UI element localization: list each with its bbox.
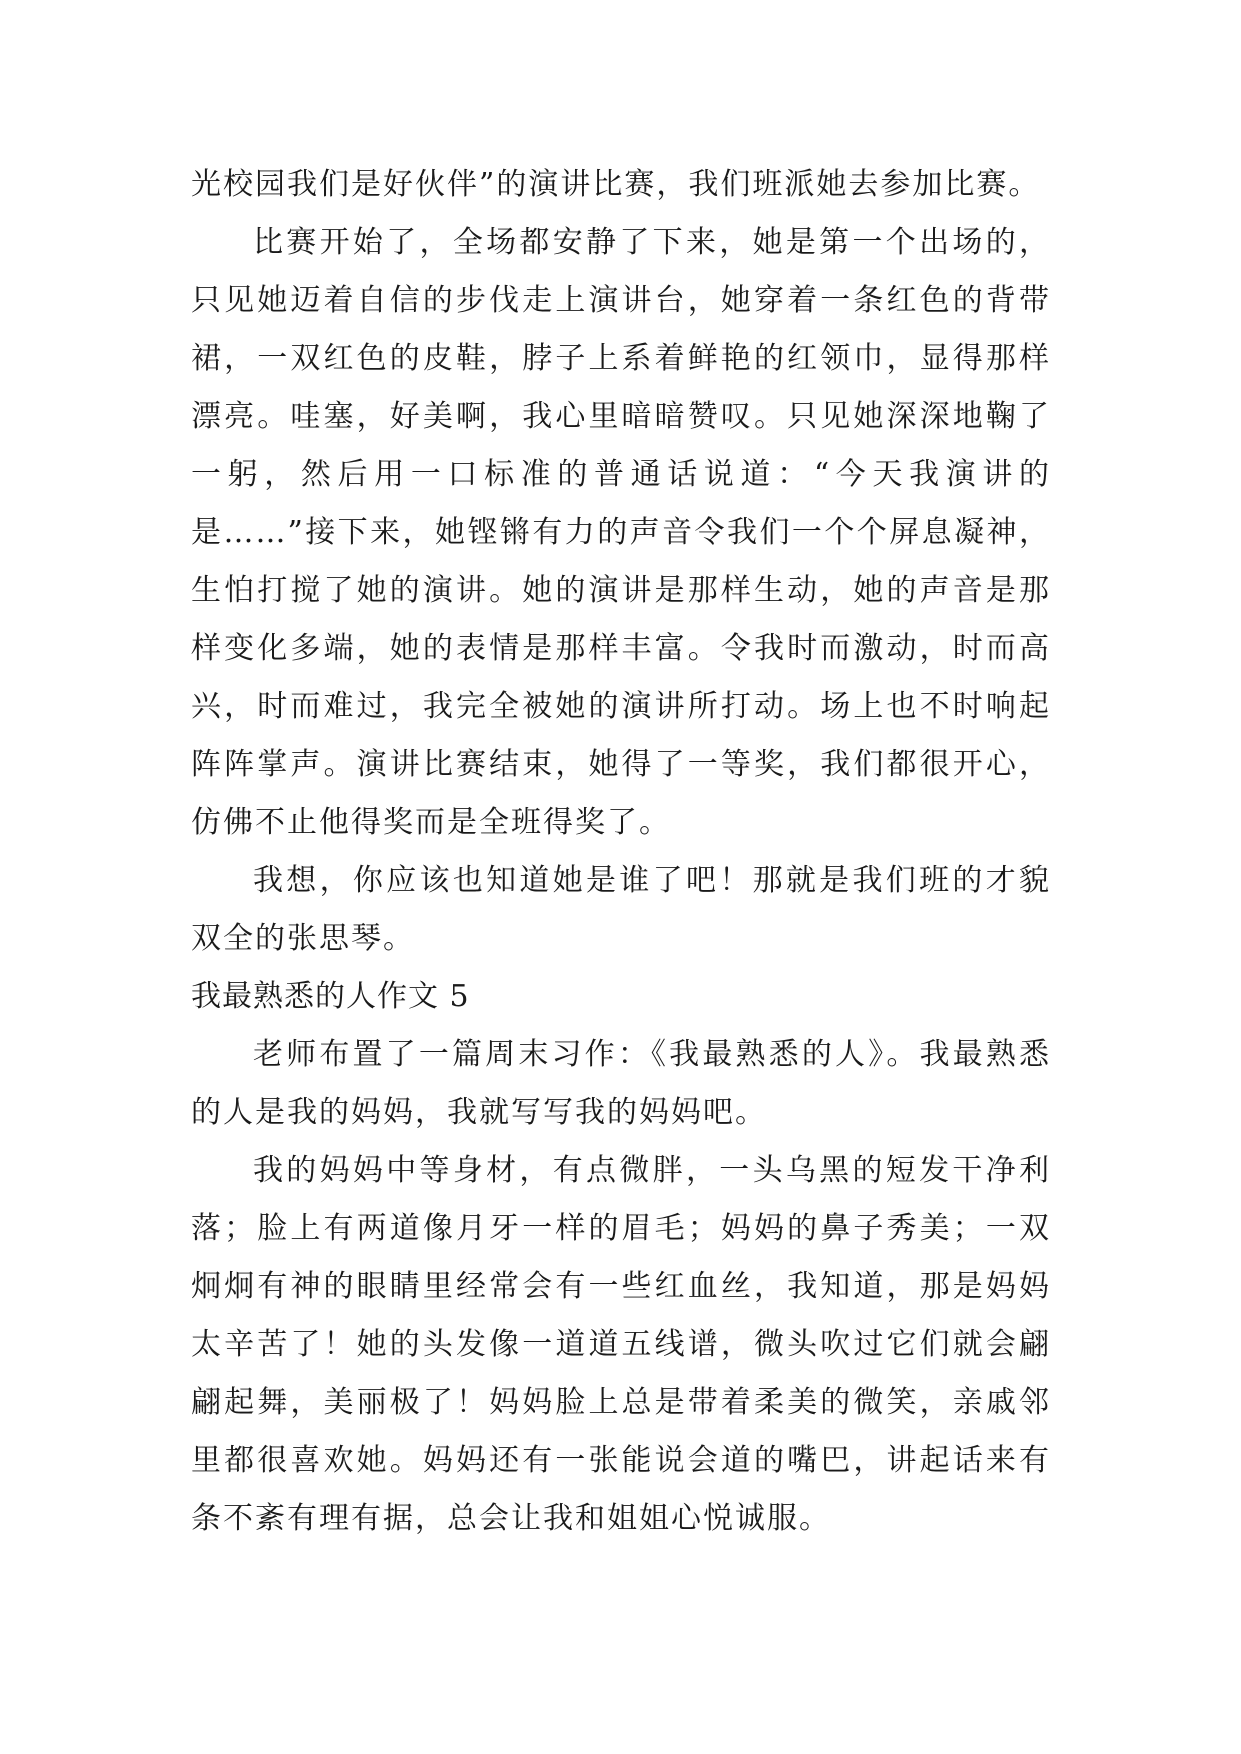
text-line: 双全的张思琴。 [191,921,415,956]
text-line: 落；脸上有两道像月牙一样的眉毛；妈妈的鼻子秀美；一双 [191,1211,1051,1246]
text-line: 炯炯有神的眼睛里经常会有一些红血丝，我知道，那是妈妈 [191,1269,1051,1304]
text-line: 里都很喜欢她。妈妈还有一张能说会道的嘴巴，讲起话来有 [191,1443,1051,1478]
text-line: 裙，一双红色的皮鞋，脖子上系着鲜艳的红领巾，显得那样 [191,341,1051,376]
text-line: 光校园我们是好伙伴”的演讲比赛，我们班派她去参加比赛。 [191,167,1041,202]
text-line: 只见她迈着自信的步伐走上演讲台，她穿着一条红色的背带 [191,283,1051,318]
text-line: 比赛开始了，全场都安静了下来，她是第一个出场的， [253,225,1051,260]
section-heading: 我最熟悉的人作文 5 [191,979,470,1014]
text-line: 我想，你应该也知道她是谁了吧！那就是我们班的才貌 [253,863,1051,898]
text-line: 太辛苦了！她的头发像一道道五线谱，微头吹过它们就会翩 [191,1327,1051,1362]
text-line: 兴，时而难过，我完全被她的演讲所打动。场上也不时响起 [191,689,1051,724]
text-line: 我的妈妈中等身材，有点微胖，一头乌黑的短发干净利 [253,1153,1051,1188]
text-line: 翩起舞，美丽极了！妈妈脸上总是带着柔美的微笑，亲戚邻 [191,1385,1051,1420]
text-line: 阵阵掌声。演讲比赛结束，她得了一等奖，我们都很开心， [191,747,1051,782]
text-line: 老师布置了一篇周末习作：《我最熟悉的人》。我最熟悉 [253,1037,1051,1072]
text-line: 仿佛不止他得奖而是全班得奖了。 [191,805,671,840]
document-body [191,156,1051,1548]
text-line: 一躬，然后用一口标准的普通话说道：“今天我演讲的 [191,457,1051,492]
text-line: 样变化多端，她的表情是那样丰富。令我时而激动，时而高 [191,631,1051,666]
text-line: 漂亮。哇塞，好美啊，我心里暗暗赞叹。只见她深深地鞠了 [191,399,1051,434]
text-line: 条不紊有理有据，总会让我和姐姐心悦诚服。 [191,1501,831,1536]
text-line: 是……”接下来，她铿锵有力的声音令我们一个个屏息凝神， [191,515,1051,550]
text-line: 生怕打搅了她的演讲。她的演讲是那样生动，她的声音是那 [191,573,1051,608]
text-line: 的人是我的妈妈，我就写写我的妈妈吧。 [191,1095,767,1130]
